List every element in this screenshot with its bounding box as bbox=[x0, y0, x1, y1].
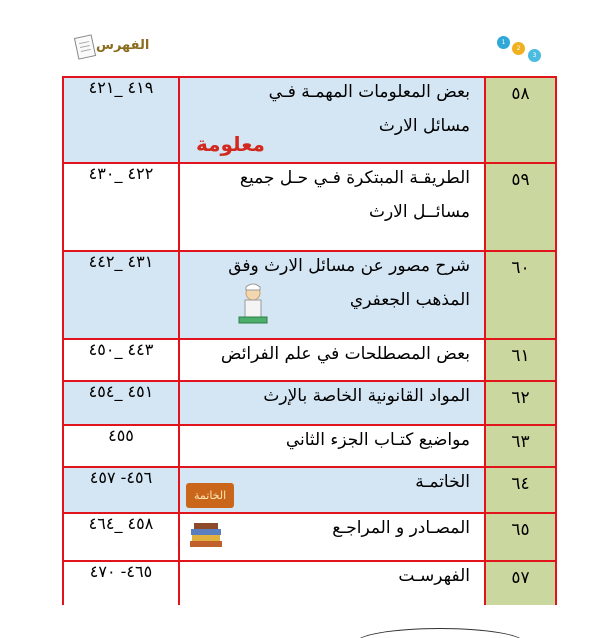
toc-row-number: ٦٢ bbox=[485, 381, 556, 425]
toc-row-number: ٥٧ bbox=[485, 561, 556, 605]
toc-row-number: ٥٩ bbox=[485, 163, 556, 251]
toc-table bbox=[62, 76, 557, 605]
toc-row bbox=[63, 467, 556, 513]
toc-topic-line1: بعض المصطلحات في علم الفرائض bbox=[220, 344, 470, 364]
toc-row bbox=[63, 513, 556, 561]
toc-row-pages: ٤٥٦- ٤٥٧ bbox=[63, 467, 179, 513]
toc-row-number: ٦٣ bbox=[485, 425, 556, 467]
hex-logo-3: 3 bbox=[528, 49, 541, 62]
toc-row-topic bbox=[179, 467, 485, 513]
footer-decoration bbox=[355, 628, 525, 638]
toc-row-pages: ٤٥٨ _٤٦٤ bbox=[63, 513, 179, 561]
toc-row-topic bbox=[179, 561, 485, 605]
toc-row-number: ٦٠ bbox=[485, 251, 556, 339]
toc-row bbox=[63, 251, 556, 339]
toc-row-number: ٥٨ bbox=[485, 77, 556, 163]
page-icon bbox=[74, 34, 96, 59]
toc-topic-line2: مسائل الارث bbox=[378, 116, 470, 136]
toc-row-number: ٦٥ bbox=[485, 513, 556, 561]
toc-row-topic bbox=[179, 251, 485, 339]
toc-row bbox=[63, 381, 556, 425]
toc-topic-line1: شرح مصور عن مسائل الارث وفق bbox=[228, 256, 470, 276]
toc-row-topic bbox=[179, 77, 485, 163]
toc-row-pages: ٤٣١ _٤٤٢ bbox=[63, 251, 179, 339]
toc-row bbox=[63, 561, 556, 605]
conclusion-badge: الخاتمة bbox=[186, 483, 234, 508]
toc-row-pages: ٤٦٥- ٤٧٠ bbox=[63, 561, 179, 605]
scholar-figure-icon bbox=[236, 283, 270, 332]
toc-topic-line1: الخاتمـة bbox=[415, 472, 470, 492]
toc-row-topic bbox=[179, 163, 485, 251]
toc-row-topic bbox=[179, 425, 485, 467]
toc-row-pages: ٤٥٥ bbox=[63, 425, 179, 467]
toc-topic-line1: بعض المعلومات المهمـة فـي bbox=[268, 82, 470, 102]
books-stack-icon bbox=[188, 519, 224, 554]
hex-logo-2: 2 bbox=[512, 42, 525, 55]
toc-row bbox=[63, 425, 556, 467]
toc-row-topic bbox=[179, 381, 485, 425]
toc-topic-line2: المذهب الجعفري bbox=[349, 290, 470, 310]
toc-row-pages: ٤١٩ _٤٢١ bbox=[63, 77, 179, 163]
toc-row bbox=[63, 163, 556, 251]
toc-row-pages: ٤٤٣ _٤٥٠ bbox=[63, 339, 179, 381]
toc-row-number: ٦١ bbox=[485, 339, 556, 381]
toc-row bbox=[63, 77, 556, 163]
toc-topic-line1: الطريقـة المبتكرة فـي حـل جميع bbox=[239, 168, 470, 188]
toc-row-topic bbox=[179, 513, 485, 561]
toc-row-pages: ٤٥١ _٤٥٤ bbox=[63, 381, 179, 425]
toc-topic-line1: المصـادر و المراجـع bbox=[332, 518, 470, 538]
toc-topic-line1: مواضيع كتـاب الجزء الثاني bbox=[285, 430, 470, 450]
hex-logo-1: 1 bbox=[497, 36, 510, 49]
toc-topic-line1: المواد القانونية الخاصة بالإرث bbox=[263, 386, 470, 406]
toc-row-number: ٦٤ bbox=[485, 467, 556, 513]
maaloma-badge: معلومة bbox=[196, 132, 265, 156]
toc-row-topic bbox=[179, 339, 485, 381]
header-title: الفهرس bbox=[96, 38, 150, 53]
toc-topic-line1: الفهرسـت bbox=[398, 566, 470, 586]
toc-row bbox=[63, 339, 556, 381]
toc-topic-line2: مسائــل الارث bbox=[368, 202, 470, 222]
toc-row-pages: ٤٢٢ _٤٣٠ bbox=[63, 163, 179, 251]
